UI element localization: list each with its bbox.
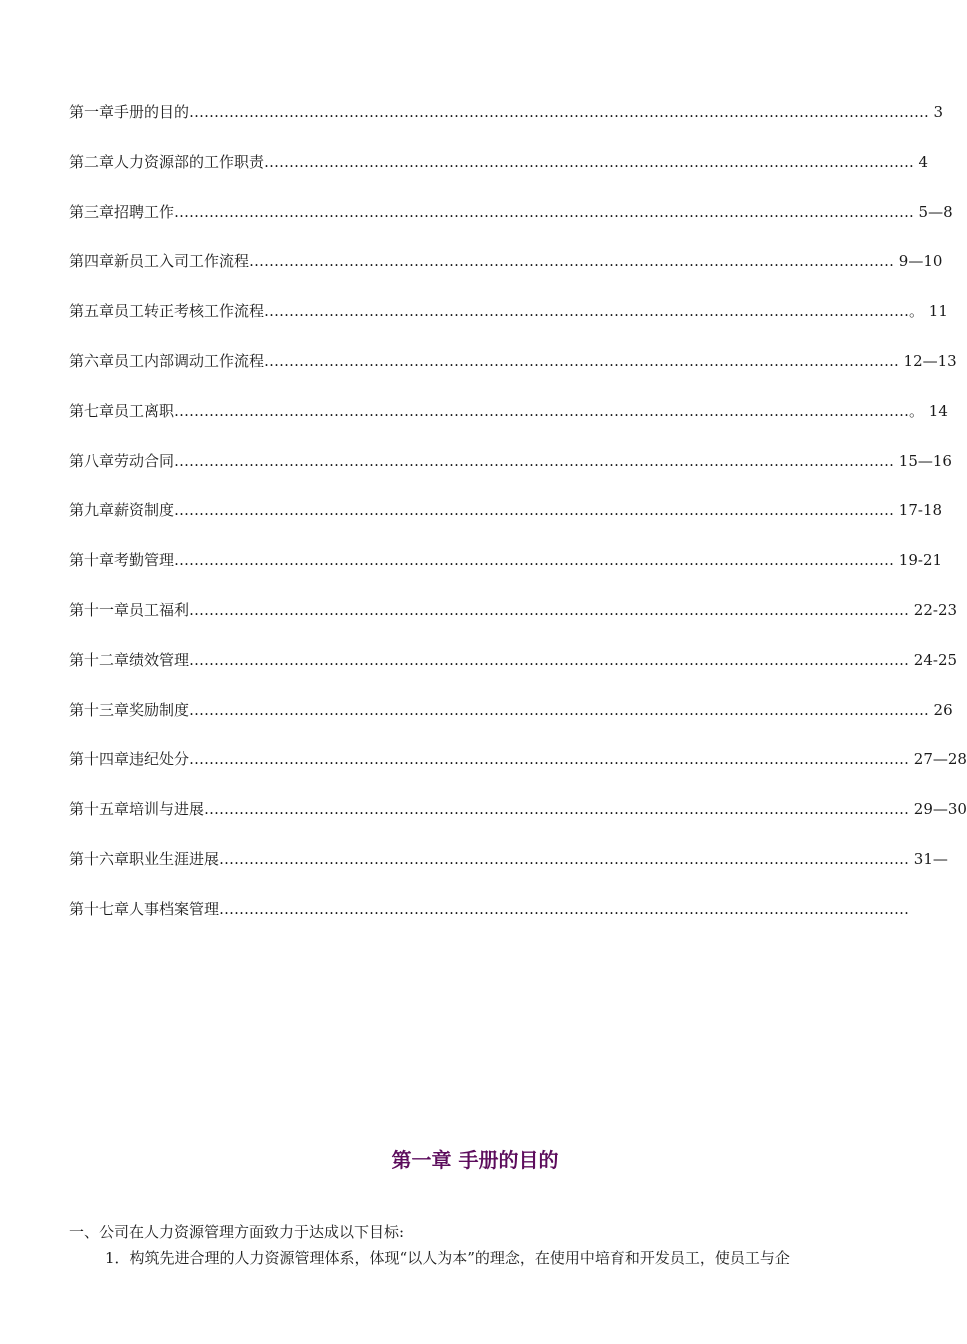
toc-page: 22-23	[909, 600, 958, 619]
toc-leader: ………………………………………………………………………………………………………………………………	[174, 551, 895, 570]
toc-leader: …………………………………………………………………………………………………………………………	[219, 849, 910, 868]
toc-title: 第三章招聘工作	[69, 202, 175, 221]
toc-leader: …………………………………………………………………………………………………………………………………	[189, 700, 925, 719]
toc-page: 24-25	[909, 650, 958, 669]
toc-page: 31—	[909, 849, 948, 868]
toc-entry	[69, 399, 948, 449]
table-of-contents	[69, 100, 967, 947]
toc-leader: ………………………………………………………………………………………………………………………………	[189, 750, 910, 769]
toc-title: 第十五章培训与进展	[69, 800, 205, 819]
toc-title: 第十六章职业生涯进展	[69, 849, 220, 868]
toc-leader: ………………………………………………………………………………………………………………………………	[174, 501, 895, 520]
toc-title: 第一章手册的目的	[69, 103, 190, 121]
toc-entry	[69, 747, 967, 797]
toc-page: . 26	[924, 700, 953, 719]
toc-entry	[69, 847, 948, 897]
toc-page: . 5—8	[909, 202, 953, 221]
toc-entry	[69, 449, 952, 499]
toc-leader: …………………………………………………………………………………………………………………	[264, 302, 910, 321]
toc-title: 第六章员工内部调动工作流程	[69, 351, 265, 370]
toc-page: 17-18	[894, 501, 943, 520]
toc-entry	[69, 797, 967, 847]
toc-page: 27—28	[909, 750, 967, 769]
toc-leader: ………………………………………………………………………………………………………………………………	[189, 650, 910, 669]
toc-title: 第十一章员工福利	[69, 600, 190, 619]
toc-page: . 3	[924, 103, 944, 121]
toc-entry	[69, 150, 929, 200]
toc-title: 第十章考勤管理	[69, 551, 175, 570]
toc-entry	[69, 548, 943, 598]
toc-entry	[69, 299, 948, 349]
toc-title: 第八章劳动合同	[69, 451, 175, 470]
toc-leader: …………………………………………………………………………………………………………………………………	[189, 103, 925, 121]
chapter-heading: 第一章 手册的目的	[391, 1148, 559, 1172]
toc-title: 第七章员工离职	[69, 401, 175, 420]
toc-leader: …………………………………………………………………………………………………………………………………	[174, 202, 910, 221]
toc-entry	[69, 648, 958, 698]
toc-title: 第十四章违纪处分	[69, 750, 190, 769]
toc-entry	[69, 498, 943, 548]
toc-leader: ………………………………………………………………………………………………………………	[264, 351, 895, 370]
toc-entry	[69, 698, 953, 748]
toc-leader: ………………………………………………………………………………………………………………………………	[189, 600, 910, 619]
toc-page: 15—16	[894, 451, 952, 470]
toc-page: 。 14	[909, 401, 948, 420]
toc-leader: …………………………………………………………………………………………………………………	[264, 152, 910, 171]
toc-title: 第十七章人事档案管理	[69, 899, 220, 918]
body-paragraph: 一、公司在人力资源管理方面致力于达成以下目标:	[69, 1223, 405, 1241]
toc-title: 第二章人力资源部的工作职责	[69, 152, 265, 171]
toc-entry	[69, 249, 943, 299]
toc-title: 第十二章绩效管理	[69, 650, 190, 669]
toc-title: 第十三章奖励制度	[69, 700, 190, 719]
body-paragraph: 1．构筑先进合理的人力资源管理体系，体现“以人为本”的理念，在使用中培育和开发员工，使员工与企	[105, 1249, 790, 1267]
toc-page: 29—30	[909, 800, 967, 819]
toc-leader: ………………………………………………………………………………………………………………………………	[174, 451, 895, 470]
toc-leader: ……………………………………………………………………………………………………………………………	[204, 800, 910, 819]
toc-leader: …………………………………………………………………………………………………………………	[249, 252, 895, 271]
toc-entry	[69, 897, 910, 947]
toc-page: . 4	[909, 152, 929, 171]
toc-title: 第四章新员工入司工作流程	[69, 252, 250, 271]
toc-page: . 12—13	[894, 351, 957, 370]
toc-leader: …………………………………………………………………………………………………………………………	[219, 899, 910, 918]
toc-page: 9—10	[894, 252, 943, 271]
toc-page: 19-21	[894, 551, 943, 570]
toc-page: 。 11	[909, 302, 948, 321]
toc-title: 第九章薪资制度	[69, 501, 175, 520]
toc-entry	[69, 100, 944, 150]
toc-leader: …………………………………………………………………………………………………………………………………	[174, 401, 910, 420]
toc-entry	[69, 349, 957, 399]
toc-title: 第五章员工转正考核工作流程	[69, 302, 265, 321]
toc-entry	[69, 200, 953, 250]
toc-entry	[69, 598, 958, 648]
